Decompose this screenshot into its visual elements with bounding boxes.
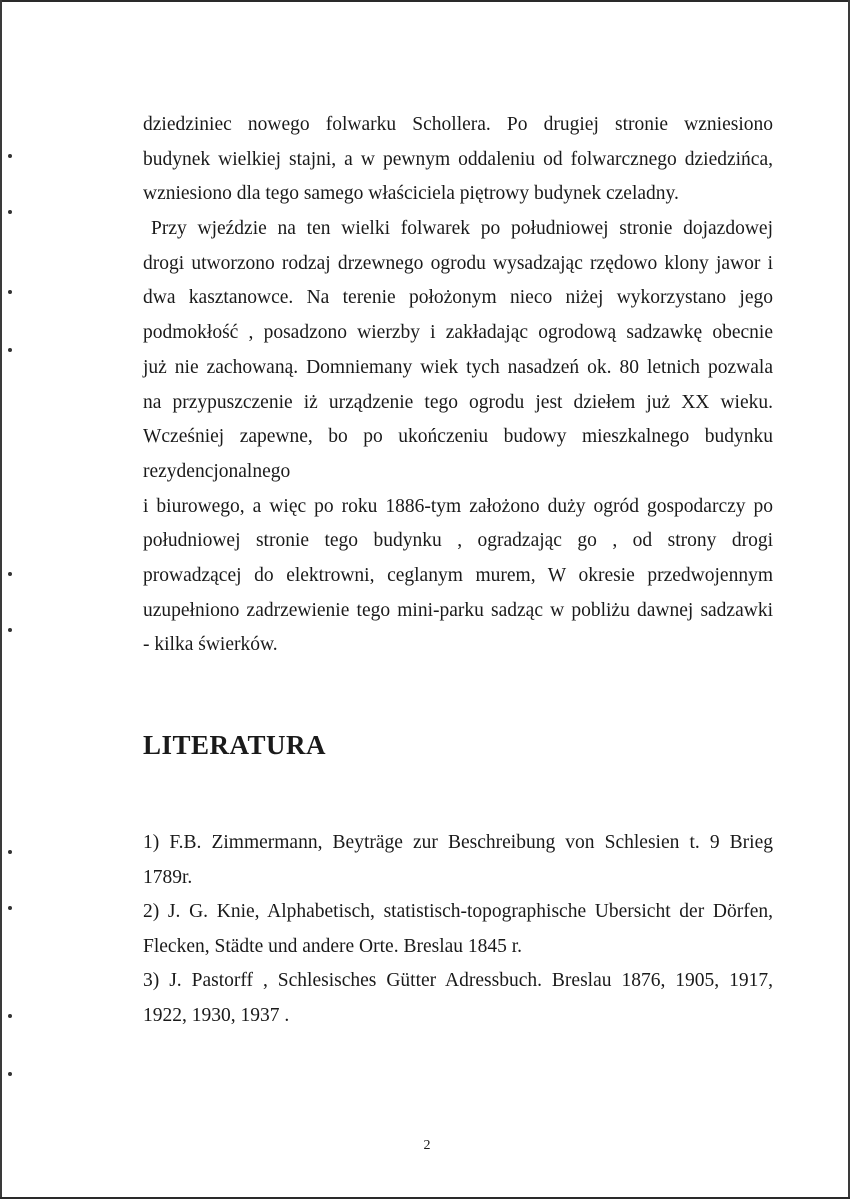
body-line: - kilka świerków.	[143, 634, 278, 656]
page-edge-top	[0, 0, 850, 2]
margin-speck	[8, 572, 12, 576]
body-line: Wcześniej zapewne, bo po ukończeniu budowy mieszkalnego budynku	[143, 426, 773, 448]
literature-line: 1789r.	[143, 866, 193, 888]
literature-line: 1922, 1930, 1937 .	[143, 1004, 290, 1026]
body-line: podmokłość , posadzono wierzby i zakładając ogrodową sadzawkę obecnie	[143, 322, 773, 344]
margin-speck	[8, 850, 12, 854]
margin-speck	[8, 154, 12, 158]
body-line: już nie zachowaną. Domniemany wiek tych nasadzeń ok. 80 letnich pozwala	[143, 356, 773, 378]
body-line: Przy wjeździe na ten wielki folwarek po południowej stronie dojazdowej	[151, 218, 773, 240]
body-line: budynek wielkiej stajni, a w pewnym oddaleniu od folwarcznego dziedzińca,	[143, 148, 773, 170]
body-line: i biurowego, a więc po roku 1886-tym założono duży ogród gospodarczy po	[143, 495, 773, 517]
body-line: dziedziniec nowego folwarku Schollera. Po drugiej stronie wzniesiono	[143, 114, 773, 135]
margin-speck	[8, 1014, 12, 1018]
body-line: rezydencjonalnego	[143, 460, 291, 482]
margin-speck	[8, 290, 12, 294]
body-text	[143, 108, 773, 663]
body-line: na przypuszczenie iż urządzenie tego ogrodu jest dziełem już XX wieku.	[143, 391, 773, 413]
page-number: 2	[423, 1138, 431, 1153]
literature-line: Flecken, Städte und andere Orte. Breslau 1845 r.	[143, 935, 523, 957]
margin-speck	[8, 348, 12, 352]
body-line: wzniesiono dla tego samego właściciela piętrowy budynek czeladny.	[143, 183, 679, 205]
literature-list	[143, 826, 773, 1033]
margin-speck	[8, 210, 12, 214]
margin-speck	[8, 1072, 12, 1076]
literature-heading: LITERATURA	[143, 730, 327, 760]
margin-speck	[8, 628, 12, 632]
literature-line: 2) J. G. Knie, Alphabetisch, statistisch-topographische Ubersicht der Dörfen,	[143, 901, 773, 922]
body-line: prowadzącej do elektrowni, ceglanym murem, W okresie przedwojennym	[143, 564, 773, 586]
margin-speck	[8, 906, 12, 910]
body-line: drogi utworzono rodzaj drzewnego ogrodu wysadzając rzędowo klony jawor i	[143, 252, 773, 274]
literature-line: 1) F.B. Zimmermann, Beyträge zur Beschreibung von Schlesien t. 9 Brieg	[143, 832, 773, 853]
body-line: południowej stronie tego budynku , ogradzając go , od strony drogi	[143, 530, 773, 552]
literature-line: 3) J. Pastorff , Schlesisches Gütter Adressbuch. Breslau 1876, 1905, 1917,	[143, 970, 773, 991]
body-line: dwa kasztanowce. Na terenie położonym nieco niżej wykorzystano jego	[143, 287, 773, 309]
page-edge-left	[0, 0, 2, 1199]
body-line: uzupełniono zadrzewienie tego mini-parku sadząc w pobliżu dawnej sadzawki	[143, 599, 773, 621]
